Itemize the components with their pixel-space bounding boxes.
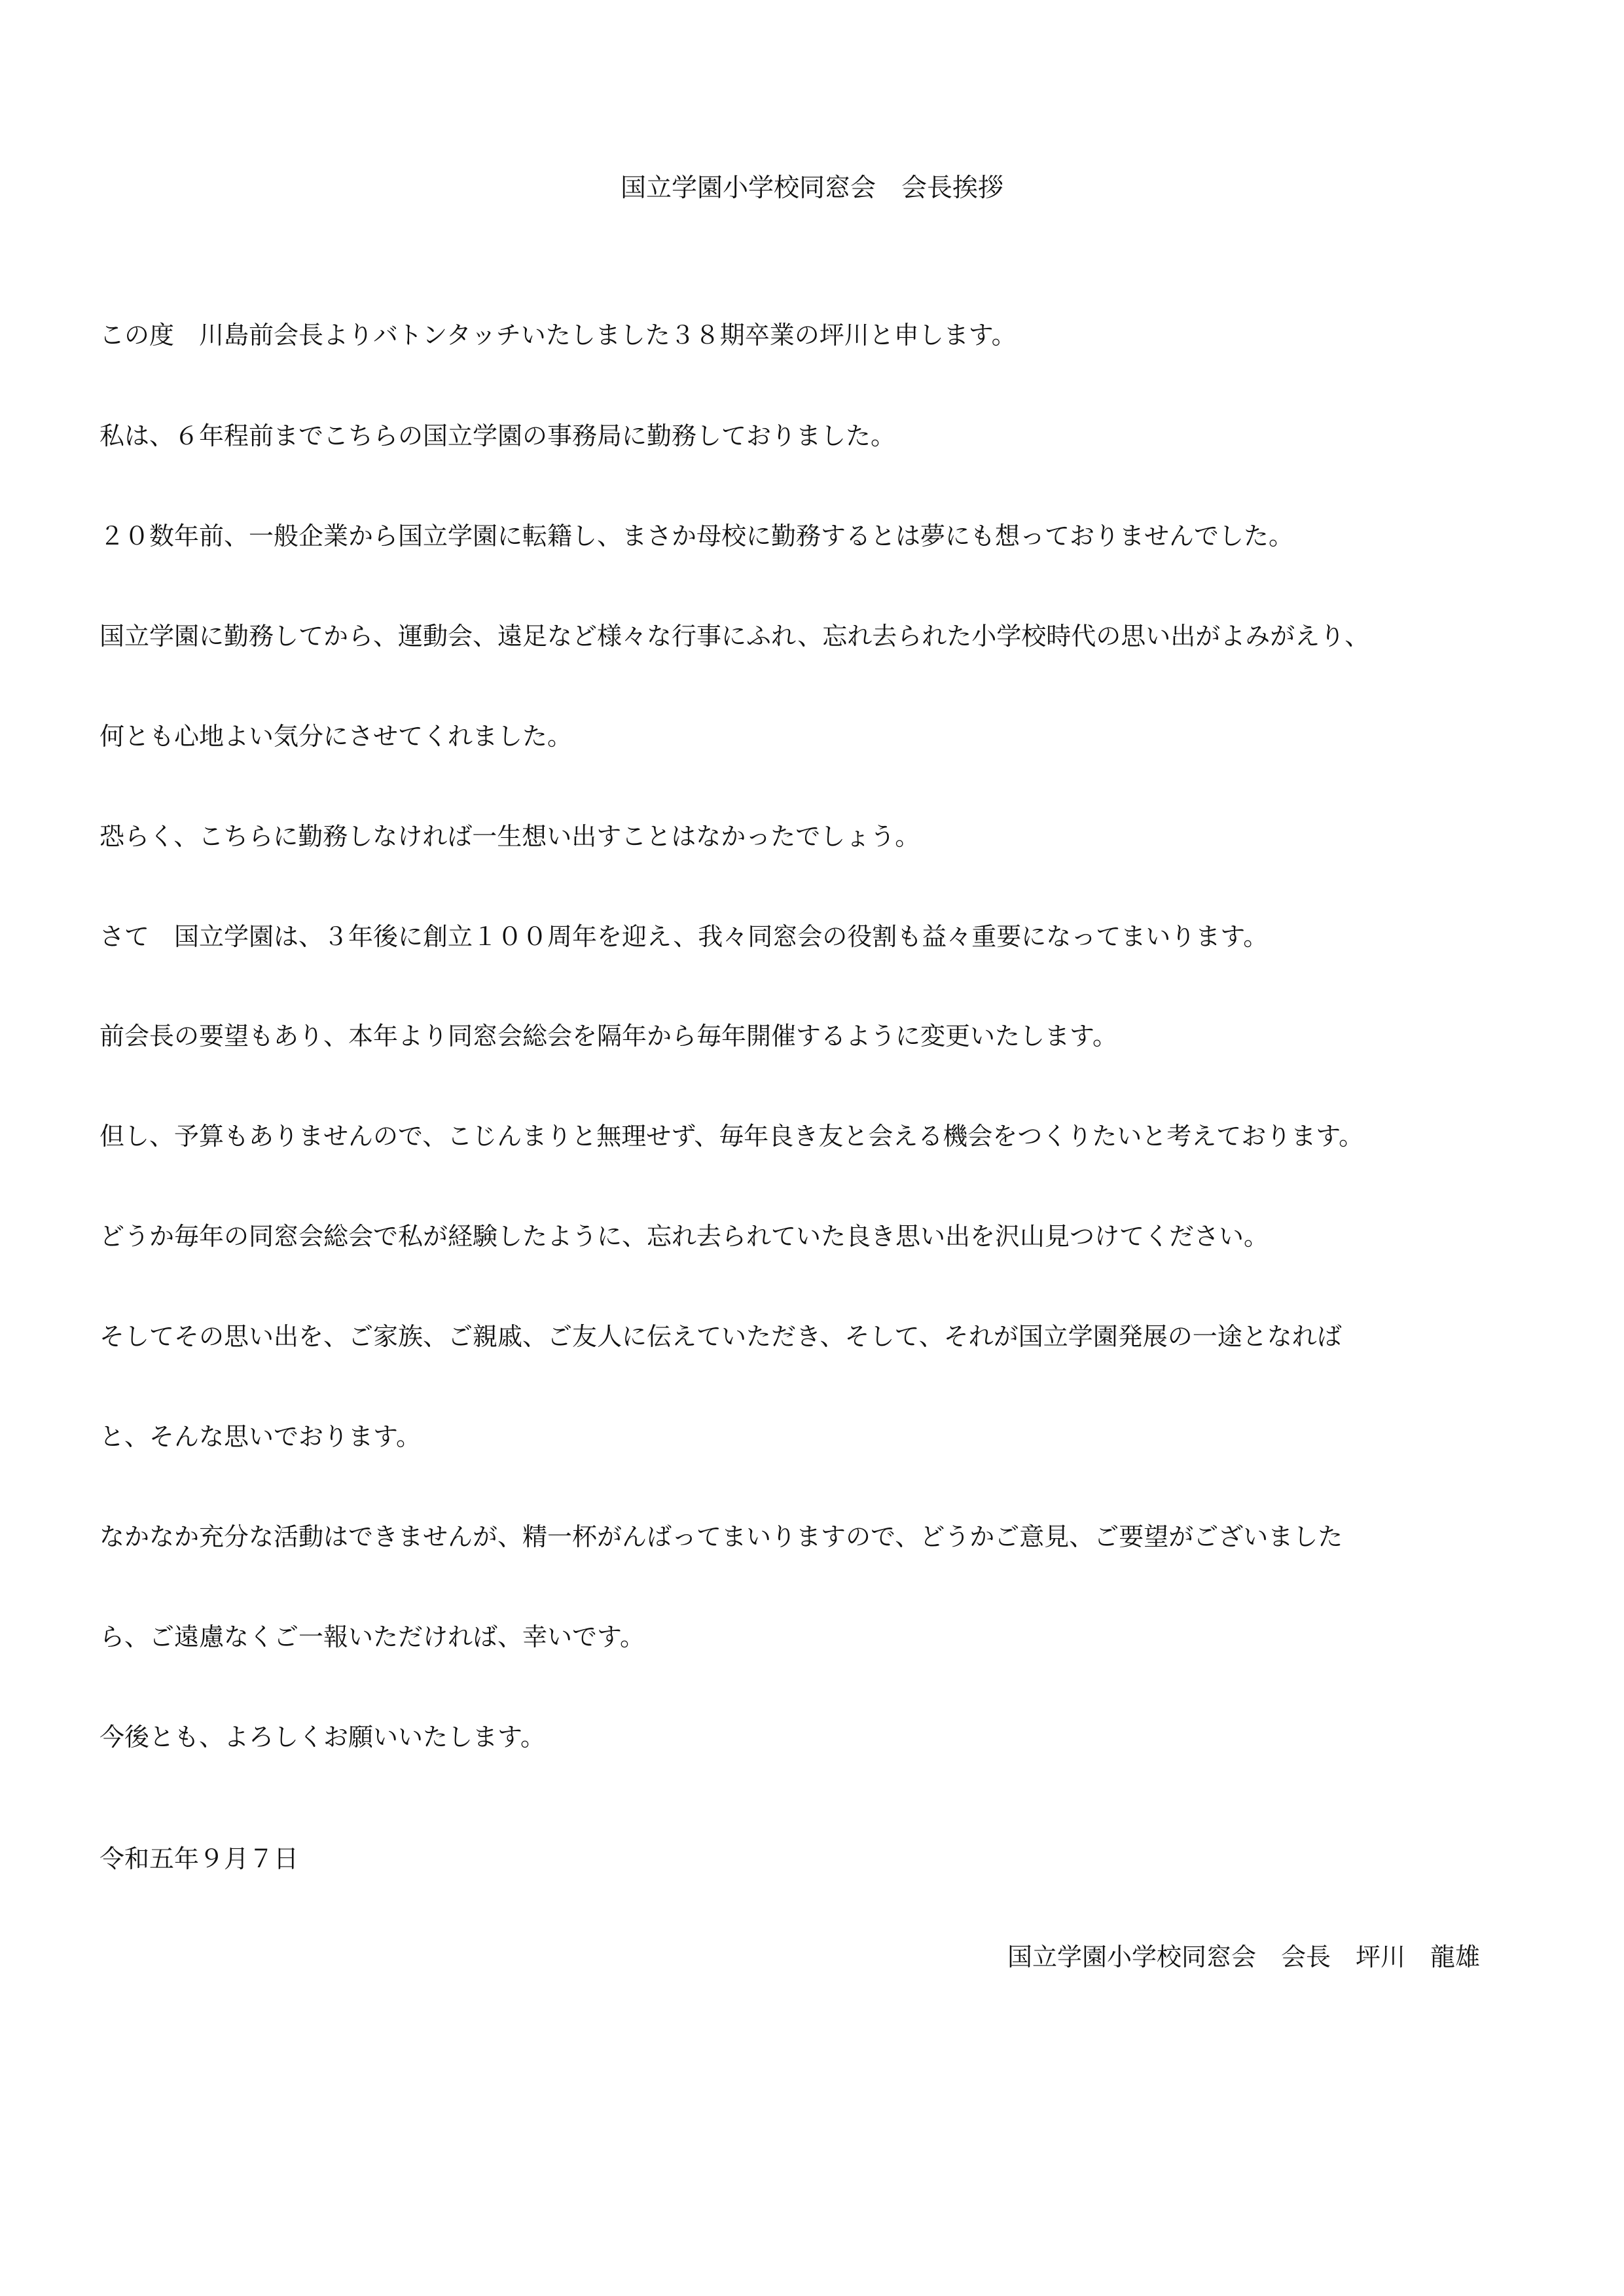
- body-line: 何とも心地よい気分にさせてくれました。: [99, 722, 573, 751]
- body-line: 私は、６年程前までこちらの国立学園の事務局に勤務しておりました。: [99, 422, 896, 450]
- body-line: どうか毎年の同窓会総会で私が経験したように、忘れ去られていた良き思い出を沢山見つけてください。: [99, 1222, 1269, 1251]
- body-line: 前会長の要望もあり、本年より同窓会総会を隔年から毎年開催するように変更いたします。: [99, 1022, 1117, 1050]
- body-line: なかなか充分な活動はできませんが、精一杯がんばってまいりますので、どうかご意見、ご要望がございました: [99, 1522, 1343, 1551]
- body-line: 国立学園に勤務してから、運動会、遠足など様々な行事にふれ、忘れ去られた小学校時代の思い出がよみがえり、: [99, 622, 1370, 651]
- body-line: そしてその思い出を、ご家族、ご親戚、ご友人に伝えていただき、そして、それが国立学園発展の一途となれば: [99, 1322, 1342, 1351]
- document-date: 令和五年９月７日: [99, 1844, 299, 1873]
- body-line: ２０数年前、一般企業から国立学園に転籍し、まさか母校に勤務するとは夢にも想っておりませんでした。: [99, 522, 1294, 550]
- body-line: 但し、予算もありませんので、こじんまりと無理せず、毎年良き友と会える機会をつくりたいと考えております。: [99, 1122, 1364, 1151]
- body-line: さて 国立学園は、３年後に創立１００周年を迎え、我々同窓会の役割も益々重要になってまいります。: [99, 922, 1269, 951]
- document-title: 国立学園小学校同窓会 会長挨拶: [620, 173, 1003, 203]
- body-line: ら、ご遠慮なくご一報いただければ、幸いです。: [99, 1623, 645, 1651]
- signature: 国立学園小学校同窓会 会長 坪川 龍雄: [1007, 1943, 1480, 1971]
- body-line: と、そんな思いでおります。: [99, 1422, 421, 1451]
- body-line: 恐らく、こちらに勤務しなければ一生想い出すことはなかったでしょう。: [99, 822, 920, 851]
- body-line: この度 川島前会長よりバトンタッチいたしました３８期卒業の坪川と申します。: [99, 321, 1017, 350]
- body-line: 今後とも、よろしくお願いいたします。: [99, 1723, 545, 1751]
